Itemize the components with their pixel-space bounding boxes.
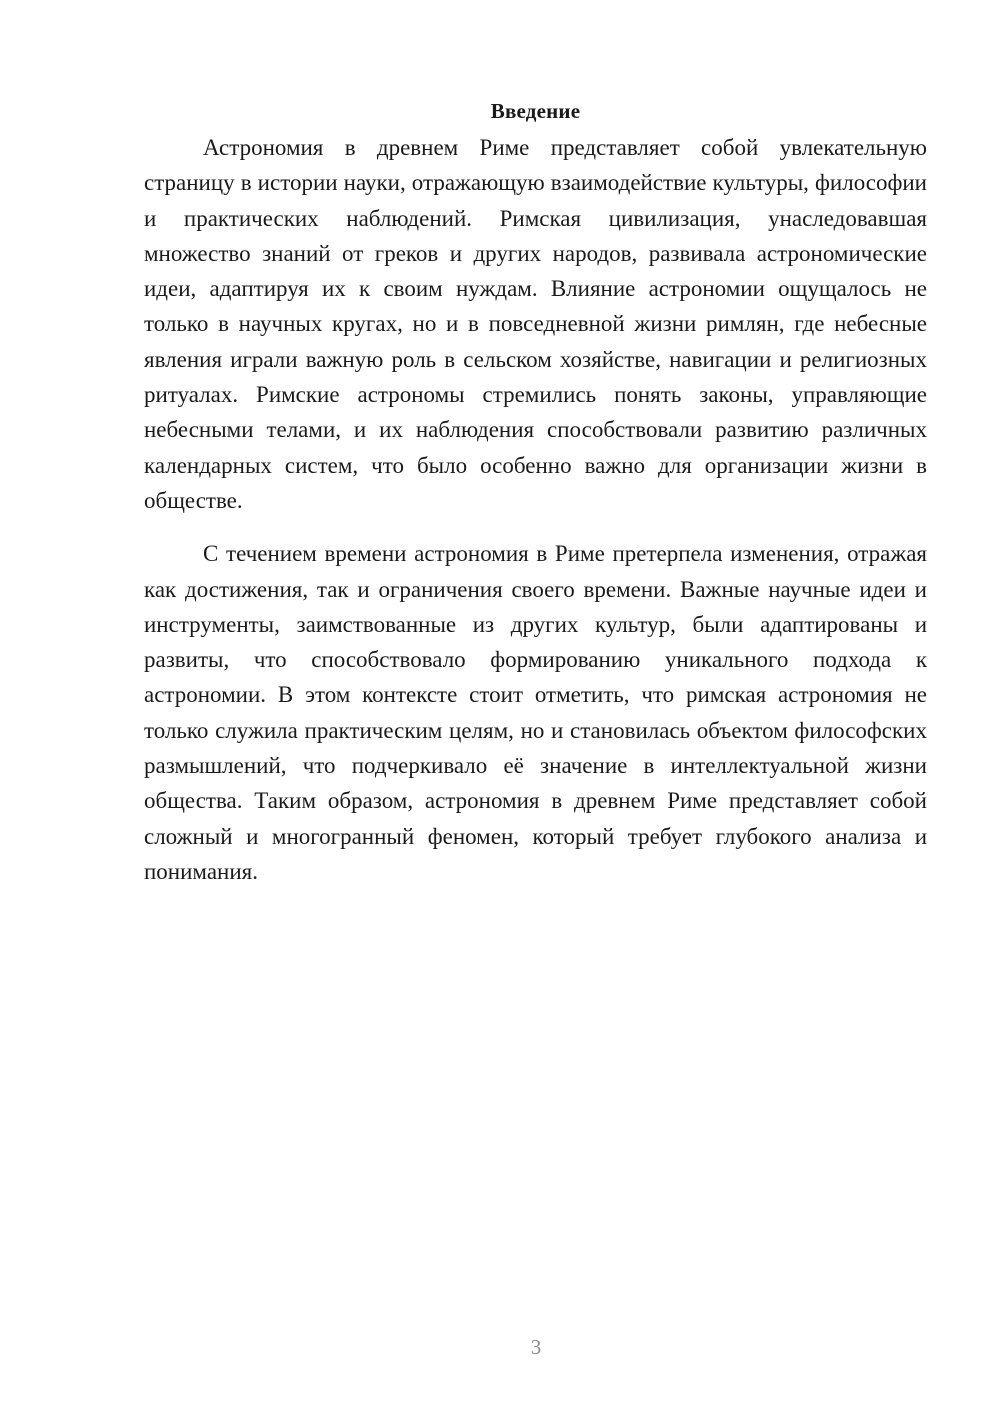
paragraph-intro: Астрономия в древнем Риме представляет собой увлекательную страницу в истории науки, отражающую взаимодействие культуры, философии и практических наблюдений. Римская цивилизация, унаследовавшая множество знаний от греков и других народов, развивала астрономические идеи, адаптируя их к своим нуждам. Влияние астрономии ощущалось не только в научных кругах, но и в повседневной жизни римлян, где небесные явления играли важную роль в сельском хозяйстве, навигации и религиозных ритуалах. Римские астрономы стремились понять законы, управляющие небесными телами, и их наблюдения способствовали развитию различных календарных систем, что было особенно важно для организации жизни в обществе. bbox=[144, 135, 927, 513]
paragraph-development: С течением времени астрономия в Риме претерпела изменения, отражая как достижения, так и ограничения своего времени. Важные научные идеи и инструменты, заимствованные из других культур, были адаптированы и развиты, что способствовало формированию уникального подхода к астрономии. В этом контексте стоит отметить, что римская астрономия не только служила практическим целям, но и становилась объектом философских размышлений, что подчеркивало её значение в интеллектуальной жизни общества. Таким образом, астрономия в древнем Риме представляет собой сложный и многогранный феномен, который требует глубокого анализа и понимания. bbox=[144, 541, 927, 884]
page-number: 3 bbox=[530, 1335, 542, 1359]
page-content bbox=[144, 96, 927, 889]
section-title: Введение bbox=[490, 99, 581, 123]
